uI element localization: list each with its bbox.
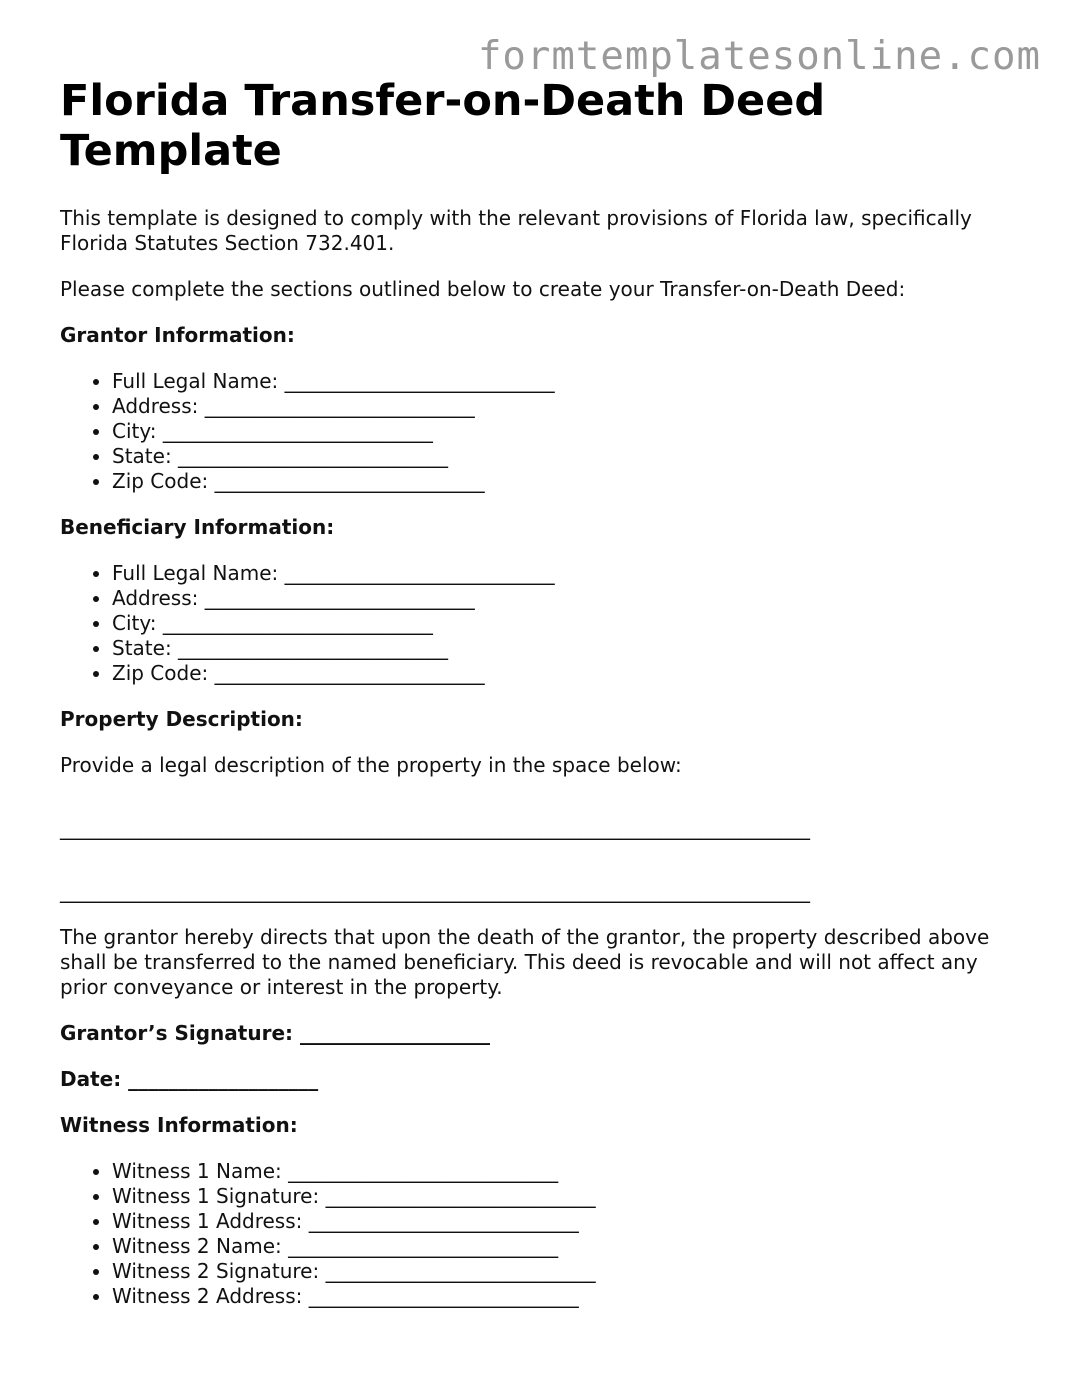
grantor-signature-field[interactable]: Grantor’s Signature: ___________________ — [60, 1021, 490, 1045]
grantor-zip-field[interactable]: • Zip Code: ___________________________ — [112, 469, 1020, 494]
grantor-field-list — [60, 369, 1020, 494]
date-field[interactable]: Date: ___________________ — [60, 1067, 319, 1091]
beneficiary-city-field[interactable]: • City: ___________________________ — [112, 611, 1020, 636]
witness-field-list — [60, 1159, 1020, 1309]
beneficiary-zip-field[interactable]: • Zip Code: ___________________________ — [112, 661, 1020, 686]
witness-heading: Witness Information: — [60, 1113, 298, 1137]
page-title: Florida Transfer-on-Death Deed Template — [60, 76, 826, 176]
document-page — [60, 76, 1020, 1330]
spacer — [60, 799, 1020, 816]
property-description-line-2[interactable]: ___________________________________________________________________________ — [60, 879, 810, 903]
grantor-state-field[interactable]: • State: ___________________________ — [112, 444, 1020, 469]
witness-2-name-field[interactable]: • Witness 2 Name: ___________________________ — [112, 1234, 1020, 1259]
witness-1-address-field[interactable]: • Witness 1 Address: ___________________________ — [112, 1209, 1020, 1234]
intro-paragraph: This template is designed to comply with the relevant provisions of Florida law, specifically Florida Statutes Section 732.401. — [60, 206, 972, 255]
grantor-heading: Grantor Information: — [60, 323, 295, 347]
grantor-city-field[interactable]: • City: ___________________________ — [112, 419, 1020, 444]
witness-1-name-field[interactable]: • Witness 1 Name: ___________________________ — [112, 1159, 1020, 1184]
witness-2-address-field[interactable]: • Witness 2 Address: ___________________________ — [112, 1284, 1020, 1309]
property-prompt: Provide a legal description of the property in the space below: — [60, 753, 682, 777]
beneficiary-state-field[interactable]: • State: ___________________________ — [112, 636, 1020, 661]
spacer — [60, 862, 1020, 879]
witness-2-signature-field[interactable]: • Witness 2 Signature: ___________________________ — [112, 1259, 1020, 1284]
beneficiary-field-list — [60, 561, 1020, 686]
grantor-address-field[interactable]: • Address: ___________________________ — [112, 394, 1020, 419]
property-description-line-1[interactable]: ___________________________________________________________________________ — [60, 816, 810, 840]
grantor-name-field[interactable]: • Full Legal Name: ___________________________ — [112, 369, 1020, 394]
watermark: formtemplatesonline.com — [477, 34, 1041, 79]
instructions-paragraph: Please complete the sections outlined below to create your Transfer-on-Death Deed: — [60, 277, 906, 301]
beneficiary-name-field[interactable]: • Full Legal Name: ___________________________ — [112, 561, 1020, 586]
property-heading: Property Description: — [60, 707, 303, 731]
witness-1-signature-field[interactable]: • Witness 1 Signature: ___________________________ — [112, 1184, 1020, 1209]
beneficiary-address-field[interactable]: • Address: ___________________________ — [112, 586, 1020, 611]
transfer-statement: The grantor hereby directs that upon the death of the grantor, the property described above shall be transferred to the named beneficiary. This deed is revocable and will not affect any prior conveyance or interest in the property. — [60, 925, 990, 999]
beneficiary-heading: Beneficiary Information: — [60, 515, 335, 539]
